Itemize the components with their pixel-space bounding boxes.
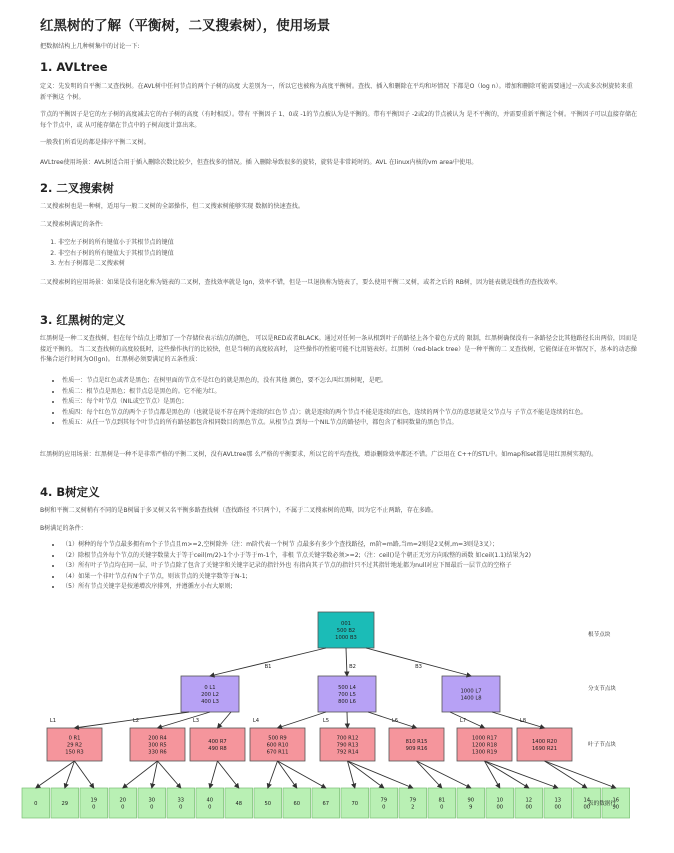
- data-row-text: 14: [583, 797, 591, 804]
- avl-note: 一般我们所看见的都是排序平衡二叉树。: [40, 139, 150, 146]
- tree-edge: [278, 761, 297, 788]
- data-row-text: 00: [496, 804, 504, 811]
- leaf-node-text: 29 R2: [66, 742, 83, 749]
- leaf-node-text: 0 R1: [68, 735, 81, 742]
- branch-node-text: 700 L5: [338, 692, 356, 698]
- list-item: • （1）树种的每个节点最多拥有m个子节点且m>=2,空树除外（注：m阶代表一个树节 点最多有多少个查找路径，m阶=m路,当m=2则是2叉树,m=3则是3叉）；: [62, 540, 642, 551]
- section-heading-bst: 2. 二叉搜索树: [40, 181, 114, 195]
- data-row-text: 9: [469, 804, 473, 811]
- leaf-node-text: 150 R3: [65, 749, 84, 756]
- list-item: • 性质五：从任一节点到其每个叶节点的所有路径都包含相同数目的黑色节点。从根节点 到每一个NIL节点的路径中，都包含了相同数量的黑色节点。: [62, 418, 642, 429]
- data-row-text: 90: [612, 804, 620, 811]
- data-row-text: 67: [322, 801, 330, 807]
- data-row-text: 0: [150, 804, 154, 811]
- data-row-text: 0: [121, 804, 125, 811]
- data-row-text: 0: [92, 804, 96, 811]
- list-item: • 性质四：每个红色节点的两个子节点都是黑色的（也就是说不存在两个连续的红色节 点）；就是连续的两个节点不能是连续的红色，连续的两个节点的意思就是父节点与 子节点不能是连续的红色。: [62, 408, 642, 419]
- branch-node-text: 800 L6: [338, 699, 356, 706]
- leaf-node-text: 200 R4: [148, 735, 167, 742]
- avl-balance-factor: 节点的平衡因子是它的左子树的高度减去它的右子树的高度（有时相反）。带有 平衡因子 1、0或 -1的节点被认为是平衡的。带有平衡因子 -2或2的节点被认为 是不平衡的，并需要重新平衡这个树。平衡因子可以直接存储在每个节点中，或 从可能存储在节点中的子树高度计算出来。: [40, 111, 638, 129]
- list-item: 1. 非空左子树的所有键值小于其根节点的键值: [58, 238, 638, 249]
- branch-node-text: 400 L3: [201, 699, 219, 706]
- label-data-rows: 表的数据行: [588, 801, 616, 807]
- tree-edge: [75, 761, 94, 788]
- root-node-text: 001: [341, 620, 351, 627]
- data-row-text: 60: [293, 801, 301, 807]
- bst-conditions-intro: 二叉搜索树满足的条件:: [40, 221, 103, 228]
- leaf-node-text: 810 R15: [405, 738, 428, 745]
- tree-edge: [75, 712, 190, 728]
- leaf-node-text: 792 R14: [336, 749, 359, 756]
- leaf-node-text: 1200 R18: [471, 742, 498, 749]
- pointer-label: L2: [132, 718, 140, 724]
- list-item: • （2）除根节点外每个节点的关键字数量大于等于ceil(m/2)-1个小于等于m-1个，非根 节点关键字数必须>=2;（注：ceil()是个朝正无穷方向取整的函数 如ceil(1.1)结果为2): [62, 551, 642, 562]
- branch-node-text: 0 L1: [204, 684, 216, 691]
- label-branch-block: 分支节点块: [588, 686, 616, 692]
- leaf-node-text: 1300 R19: [471, 749, 498, 756]
- tree-edge: [210, 761, 218, 788]
- label-root-block: 根节点块: [588, 632, 611, 638]
- list-item: • 性质一：节点是红色或者是黑色；在树里面的节点不是红色的就是黑色的，没有其他 颜色，要不怎么叫红黑树呢，是吧。: [62, 376, 642, 387]
- data-row-text: 0: [34, 801, 38, 807]
- data-row-text: 29: [61, 801, 69, 807]
- data-row-text: 00: [554, 804, 562, 811]
- leaf-node-text: 670 R11: [266, 749, 289, 756]
- leaf-node-text: 600 R10: [266, 742, 289, 749]
- data-row-text: 90: [467, 797, 475, 804]
- pointer-label: L3: [192, 718, 200, 724]
- leaf-node-text: 1400 R20: [531, 738, 558, 745]
- leaf-node-text: 909 R16: [405, 746, 428, 753]
- tree-edge: [348, 761, 384, 788]
- btree-definition: B树和平衡二叉树稍有不同的是B树属于多叉树又名平衡多路查找树（查找路径 不只两个），不属于二叉搜索树的范畴，因为它不止两路，存在多路。: [40, 507, 438, 514]
- section-heading-btree: 4. B树定义: [40, 485, 100, 499]
- tree-edge: [36, 761, 75, 788]
- tree-edge: [65, 761, 75, 788]
- leaf-node-text: 790 R13: [336, 742, 359, 749]
- page-title: 红黑树的了解（平衡树，二叉搜索树），使用场景: [40, 18, 331, 34]
- btree-conditions-intro: B树满足的条件：: [40, 525, 87, 532]
- pointer-label: B1: [264, 664, 272, 670]
- tree-edge: [268, 761, 278, 788]
- label-leaf-block: 叶子节点块: [588, 742, 616, 748]
- root-node-text: 1000 B3: [335, 635, 357, 642]
- pointer-label: L6: [391, 718, 399, 724]
- data-row-text: 0: [179, 804, 183, 811]
- root-node-text: 500 B2: [336, 628, 356, 634]
- list-item: • 性质三：每个叶节点（NIL或空节点）是黑色；: [62, 397, 642, 408]
- tree-edge: [346, 648, 347, 676]
- data-row-text: 70: [351, 801, 359, 807]
- list-item: • （3）所有叶子节点均在同一层、叶子节点除了包含了关键字和关键字记录的指针外也 有指向其子节点的指针只不过其指针地址都为null对应下图最后一层节点的空格子: [62, 561, 642, 572]
- leaf-node-text: 1000 R17: [471, 735, 498, 742]
- pointer-label: B3: [415, 664, 422, 670]
- section-heading-avl: 1. AVLtree: [40, 60, 108, 74]
- tree-edge: [210, 648, 326, 676]
- data-row-text: 48: [235, 801, 243, 807]
- tree-edge: [158, 761, 181, 788]
- tree-edge: [450, 712, 485, 728]
- list-item: • （4）如果一个非叶节点有N个子节点，则该节点的关键字数等于N-1;: [62, 572, 642, 583]
- data-row-text: 33: [177, 797, 185, 804]
- pointer-label: L1: [49, 718, 57, 724]
- rb-definition: 红黑树是一种二叉查找树，但在每个结点上增加了一个存储位表示结点的颜色， 可以是RED或者BLACK。通过对任何一条从根到叶子的路径上各个着色方式的 限制，红黑树确保没有一条路径会比其他路径长出两倍，因而是接近平衡的。 当二叉查找树的高度较低时，这些操作执行的比较快，但是当树的高度较高时， 这些操作的性能可能不比用链表好。红黑树（red-black tree）是一种平衡的二 叉查找树，它能保证在坏情况下，基本的动态操作集合运行时间为O(lgn)。 红黑树必须要满足的五条性质：: [40, 335, 638, 364]
- leaf-node-text: 1690 R21: [531, 746, 558, 753]
- tree-edge: [278, 761, 326, 788]
- data-row-text: 0: [440, 804, 444, 811]
- data-row-text: 00: [525, 804, 533, 811]
- branch-node-text: 1400 L8: [460, 695, 482, 702]
- tree-edge: [348, 761, 355, 788]
- list-item: 2. 非空右子树的所有键值大于其根节点的键值: [58, 249, 638, 260]
- data-row-text: 79: [409, 797, 417, 804]
- data-row-text: 10: [496, 797, 504, 804]
- data-row-text: 0: [208, 804, 212, 811]
- data-row-text: 40: [206, 797, 214, 804]
- list-item: • （5）所有节点关键字是按递增次序排列，并遵循左小右大原则;: [62, 582, 642, 593]
- data-row-text: 81: [438, 797, 446, 804]
- tree-edge: [485, 761, 558, 788]
- branch-node-text: 500 L4: [338, 684, 356, 691]
- data-row-text: 79: [380, 797, 388, 804]
- pointer-label: L7: [459, 718, 467, 724]
- data-row-text: 50: [264, 801, 272, 807]
- leaf-node-text: 500 R9: [268, 735, 287, 742]
- tree-edge: [417, 761, 442, 788]
- list-item: 3. 左右子树都是二叉搜索树: [58, 259, 638, 270]
- avl-usage: AVLtree使用场景：AVL树适合用于插入删除次数比较少，但查找多的情况。插 入删除导致很多的旋转，旋转是非常耗时的。AVL 在linux内核的vm area中使用。: [40, 159, 478, 166]
- bst-definition: 二叉搜索树也是一种树，适用与一般二叉树的全部操作，但二叉搜索树能够实现 数据的快速查找。: [40, 203, 304, 210]
- pointer-label: B2: [349, 664, 356, 670]
- leaf-node-text: 400 R7: [208, 738, 227, 745]
- pointer-label: L5: [322, 718, 330, 724]
- leaf-node-text: 490 R8: [208, 746, 227, 753]
- branch-node-text: 1000 L7: [460, 688, 482, 695]
- data-row-text: 2: [411, 804, 415, 811]
- tree-edge: [218, 712, 232, 728]
- data-row-text: 20: [119, 797, 127, 804]
- data-row-text: 0: [382, 804, 386, 811]
- tree-edge: [417, 761, 471, 788]
- tree-edge: [218, 761, 239, 788]
- leaf-node-text: 700 R12: [336, 735, 359, 742]
- pointer-label: L4: [252, 718, 260, 724]
- data-row-text: 30: [148, 797, 156, 804]
- data-row-text: 00: [583, 804, 591, 811]
- tree-edge: [492, 712, 545, 728]
- bst-usage: 二叉搜索树的应用场景：如果是没有退化称为链表的二叉树，查找效率就是 lgn，效率不错，但是一旦退换称为链表了，要么使用平衡二叉树，或者之后的 RB树，因为链表就是线性的查找效率。: [40, 279, 562, 286]
- data-row-text: 13: [554, 797, 562, 804]
- data-row-text: 12: [525, 797, 533, 804]
- list-item: • 性质二：根节点是黑色；根节点总是黑色的。它不能为红。: [62, 387, 642, 398]
- section-heading-rb: 3. 红黑树的定义: [40, 313, 126, 327]
- tree-edge: [366, 648, 471, 676]
- rb-usage: 红黑树的应用场景：红黑树是一种不是非常严格的平衡二叉树，没有AVLtree那 么严格的平衡要求，所以它的平均查找，增添删除效率都还不错。广泛用在 C++的STL中。如map和set都是用红黑树实现的。: [40, 451, 598, 458]
- pointer-label: L8: [519, 718, 527, 724]
- tree-edge: [347, 712, 348, 728]
- leaf-node-text: 300 R5: [148, 742, 167, 749]
- branch-node-text: 200 L2: [201, 692, 219, 698]
- leaf-node-text: 330 R6: [148, 749, 167, 756]
- tree-edge: [278, 712, 330, 728]
- intro-text: 把数据结构上几种树集中的讨论一下:: [40, 43, 140, 50]
- data-row-text: 16: [612, 797, 620, 804]
- tree-edge: [485, 761, 500, 788]
- data-row-text: 19: [90, 797, 98, 804]
- tree-edge: [158, 712, 211, 728]
- tree-edge: [348, 761, 413, 788]
- avl-definition: 定义：先发明的自平衡二叉查找树。在AVL树中任何节点的两个子树的高度 大差别为一，所以它也被称为高度平衡树。查找、插入和删除在平均和坏情况 下都是O（log n）。增加和删除可能需要通过一次或多次树旋转来重新平衡这 个树。: [40, 83, 633, 101]
